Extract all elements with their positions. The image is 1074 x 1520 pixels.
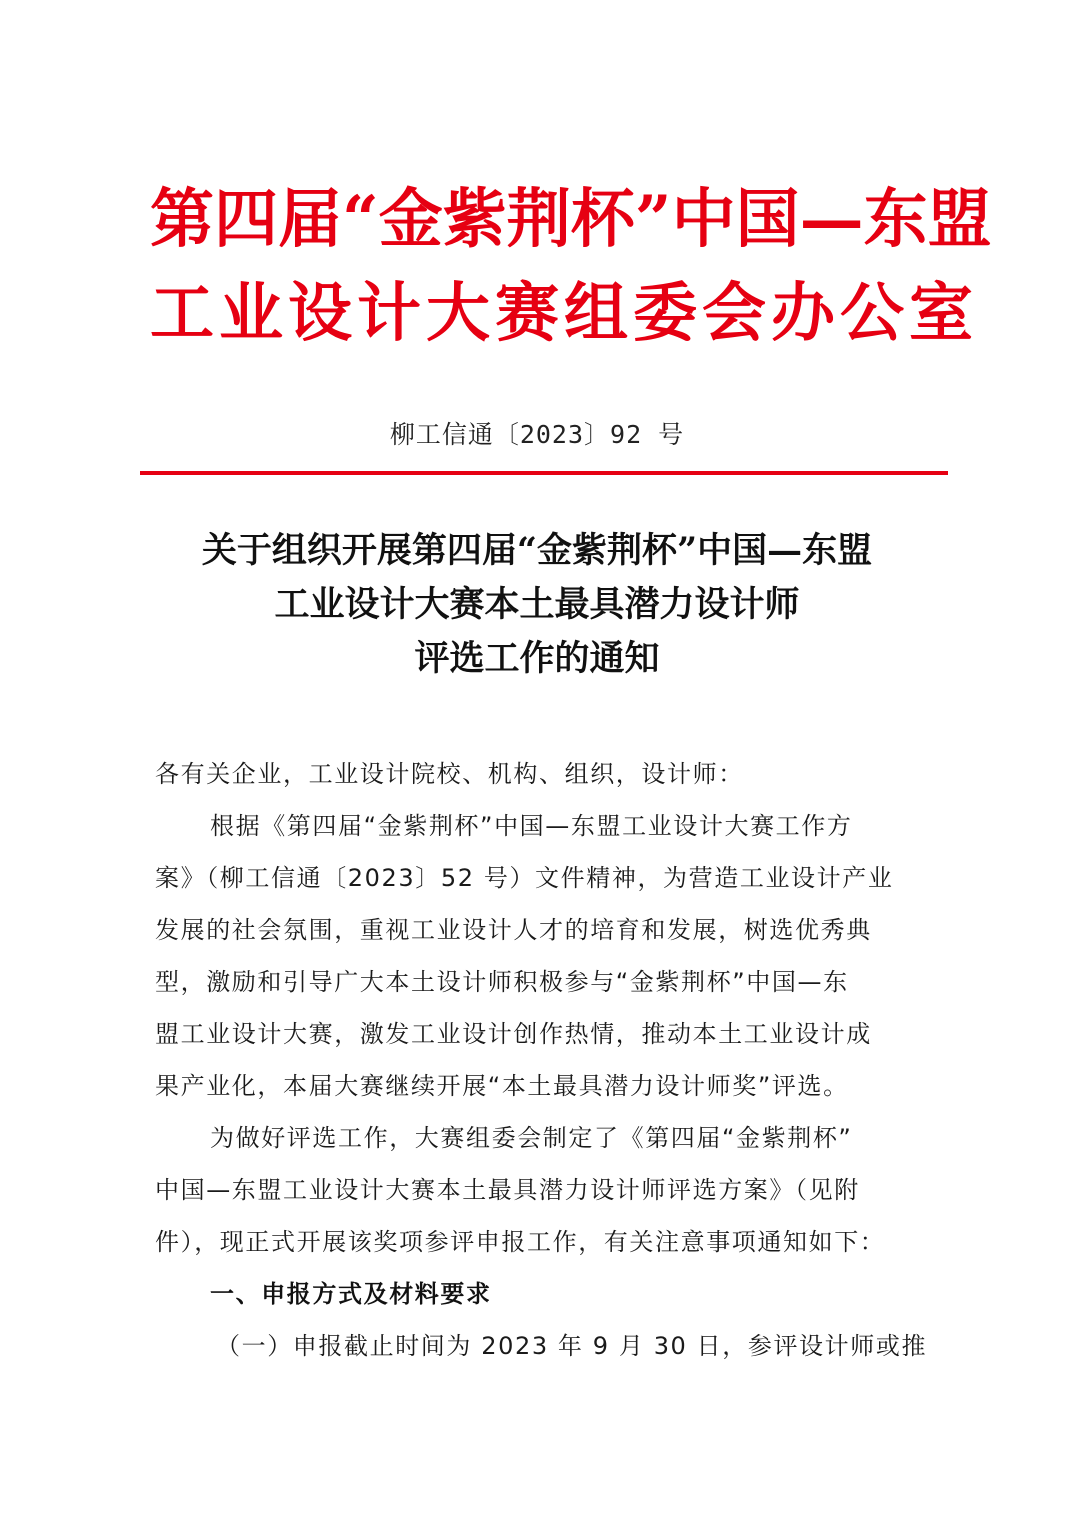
paragraph-2-line: 中国—东盟工业设计大赛本土最具潜力设计师评选方案》（见附 (155, 1176, 860, 1204)
issuing-office-title-line-2: 工业设计大赛组委会办公室 (150, 276, 978, 351)
issuing-office-title-line-1: 第四届“金紫荆杯”中国—东盟 (150, 182, 992, 257)
notice-title-line-3: 评选工作的通知 (414, 638, 660, 679)
paragraph-1-line: 根据《第四届“金紫荆杯”中国—东盟工业设计大赛工作方 (210, 812, 853, 840)
paragraph-1-line: 果产业化，本届大赛继续开展“本土最具潜力设计师奖”评选。 (155, 1072, 849, 1100)
paragraph-1-line: 发展的社会氛围，重视工业设计人才的培育和发展，树选优秀典 (155, 916, 872, 944)
paragraph-1-line: 型，激励和引导广大本土设计师积极参与“金紫荆杯”中国—东 (155, 968, 849, 996)
paragraph-1-line: 盟工业设计大赛，激发工业设计创作热情，推动本土工业设计成 (155, 1020, 872, 1048)
paragraph-1-line: 案》（柳工信通〔2023〕52 号）文件精神，为营造工业设计产业 (155, 864, 894, 892)
salutation: 各有关企业，工业设计院校、机构、组织，设计师： (155, 760, 744, 788)
paragraph-2-line: 为做好评选工作，大赛组委会制定了《第四届“金紫荆杯” (210, 1124, 853, 1152)
notice-title-line-2: 工业设计大赛本土最具潜力设计师 (274, 584, 800, 625)
red-divider-line (140, 471, 948, 475)
item-1-line: （一）申报截止时间为 2023 年 9 月 30 日，参评设计师或推 (216, 1332, 928, 1360)
notice-title-line-1: 关于组织开展第四届“金紫荆杯”中国—东盟 (201, 530, 873, 571)
paragraph-2-line: 件），现正式开展该奖项参评申报工作，有关注意事项通知如下： (155, 1228, 886, 1256)
document-number: 柳工信通〔2023〕92 号 (389, 420, 685, 449)
section-1-heading: 一、申报方式及材料要求 (210, 1280, 492, 1308)
